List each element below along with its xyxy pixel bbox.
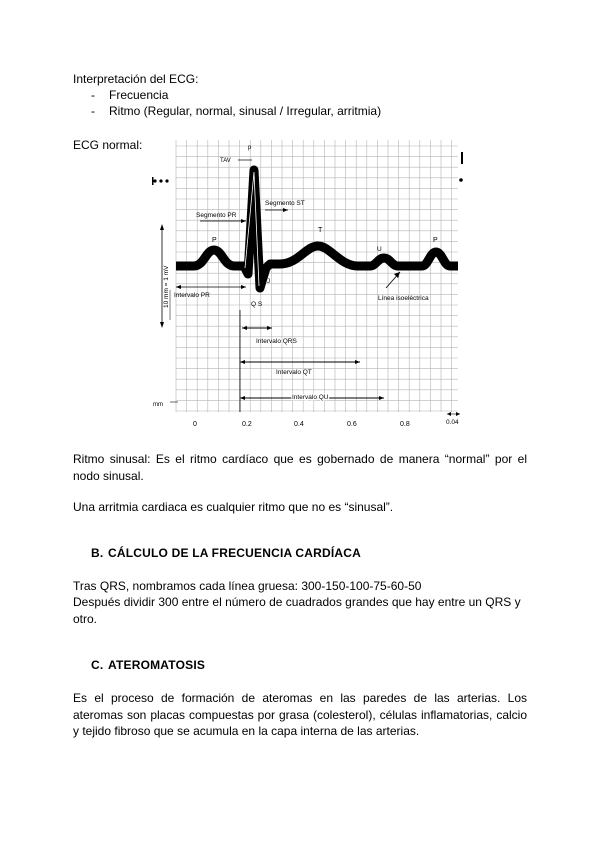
mm-label: mm: [153, 402, 163, 408]
wave-t-label: T: [318, 227, 323, 234]
isoelectric-label: Línea isoeléctrica: [378, 295, 429, 302]
segment-st-label: Segmento ST: [265, 200, 305, 207]
interval-qt-label: Intervalo QT: [276, 369, 312, 376]
interval-pr-label: Intervalo PR: [174, 292, 210, 299]
wave-p-right-label: P: [433, 237, 438, 244]
atheromatosis-paragraph: Es el proceso de formación de ateromas en las paredes de las arterias. Los ateromas son placas compuestas por grasa (colesterol), células inflamatorias, calcio y tejido fibroso que se acumula en la capa interna de las arterias.: [73, 691, 527, 738]
ecg-normal-label: ECG normal:: [73, 138, 143, 152]
wave-u-label: U: [377, 246, 382, 253]
section-b-line1: Tras QRS, nombramos cada línea gruesa: 300-150-100-75-60-50: [73, 579, 422, 593]
bullet-ritmo: Ritmo (Regular, normal, sinusal / Irregular, arritmia): [109, 104, 382, 118]
x-tick: 0.8: [400, 421, 410, 428]
bullet-frecuencia: Frecuencia: [109, 88, 169, 102]
interval-qrs-label: Intervalo QRS: [256, 338, 297, 345]
ecg-interpretation-heading: Interpretación del ECG:: [73, 72, 199, 86]
x-tick: 0.4: [294, 421, 304, 428]
bullet-marker: -: [91, 88, 95, 102]
section-b-letter: B.: [91, 546, 104, 560]
qs-label: Q S: [251, 301, 263, 308]
section-c-title: ATEROMATOSIS: [108, 658, 206, 672]
r-peak-label: p: [248, 145, 252, 151]
ecg-diagram: [148, 140, 466, 432]
tav-label: TAV: [220, 158, 231, 164]
segment-pr-label: Segmento PR: [196, 212, 237, 219]
j-point-label: J: [267, 279, 270, 285]
y-axis-label: 10 mm = 1 mV: [163, 265, 170, 308]
sinus-rhythm-paragraph: Ritmo sinusal: Es el ritmo cardíaco que es gobernado de manera “normal” por el nodo sinusal.: [73, 452, 527, 483]
section-b-title: CÁLCULO DE LA FRECUENCIA CARDÍACA: [108, 546, 362, 560]
x-tick: 0: [193, 421, 197, 428]
ecg-grid: [176, 140, 458, 412]
x-tick: 0.2: [242, 421, 252, 428]
interval-qu-label: Intervalo QU: [292, 394, 329, 401]
section-c-letter: C.: [91, 658, 104, 672]
x-end-tick: 0.04: [446, 419, 459, 426]
x-tick: 0.6: [347, 421, 357, 428]
bullet-marker: -: [91, 104, 95, 118]
arrhythmia-paragraph: Una arritmia cardiaca es cualquier ritmo que no es “sinusal”.: [73, 500, 394, 514]
wave-p-label: P: [212, 237, 217, 244]
section-b-line2: Después dividir 300 entre el número de cuadrados grandes que hay entre un QRS y otro.: [73, 595, 521, 626]
margin-marks: [152, 152, 463, 185]
